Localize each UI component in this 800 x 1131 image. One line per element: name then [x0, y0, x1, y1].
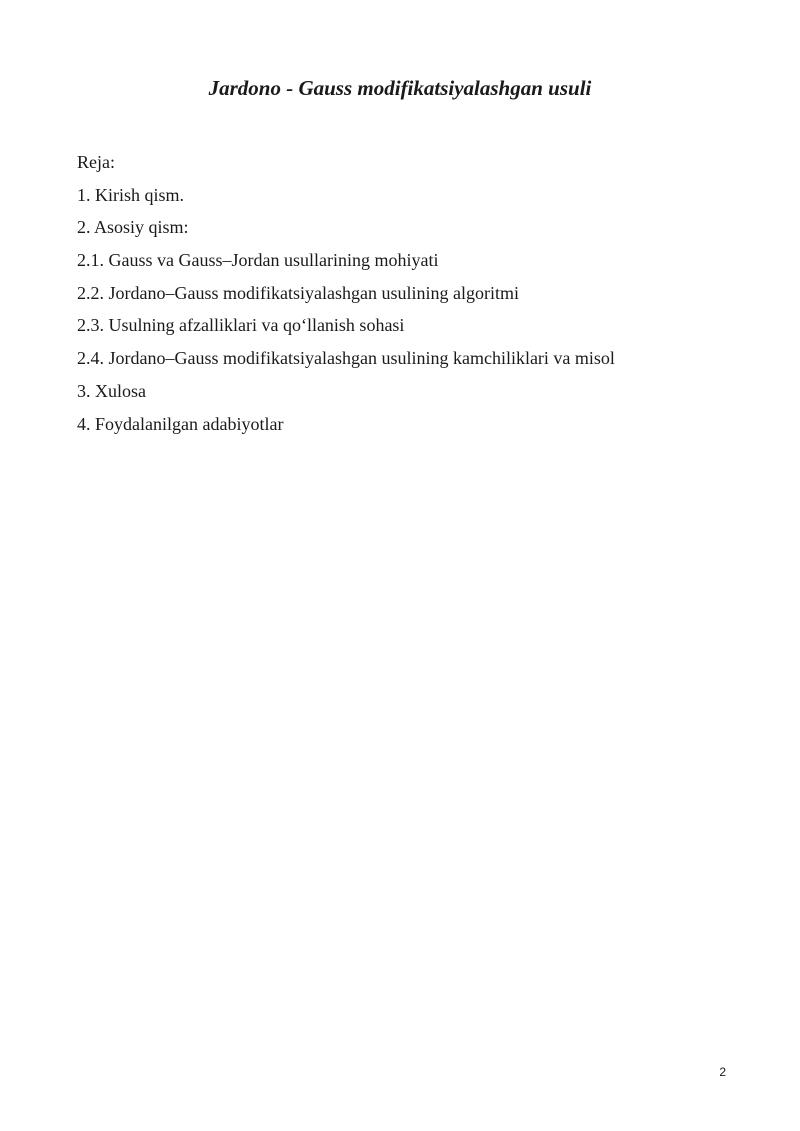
page-number: 2	[719, 1065, 726, 1079]
table-of-contents	[77, 146, 757, 440]
toc-item: 2.1. Gauss va Gauss–Jordan usullarining mohiyati	[77, 250, 439, 271]
document-title: Jardono - Gauss modifikatsiyalashgan usuli	[208, 76, 592, 100]
toc-item: 1. Kirish qism.	[77, 184, 185, 205]
toc-item: 2.4. Jordano–Gauss modifikatsiyalashgan usulining kamchiliklari va misol	[77, 348, 615, 369]
toc-item: 4. Foydalanilgan adabiyotlar	[77, 413, 284, 434]
toc-item: 2.2. Jordano–Gauss modifikatsiyalashgan usulining algoritmi	[77, 282, 519, 303]
toc-item: 3. Xulosa	[77, 380, 146, 401]
toc-heading: Reja:	[77, 152, 115, 172]
toc-item: 2.3. Usulning afzalliklari va qo‘llanish sohasi	[77, 315, 405, 336]
toc-item: 2. Asosiy qism:	[77, 217, 189, 238]
